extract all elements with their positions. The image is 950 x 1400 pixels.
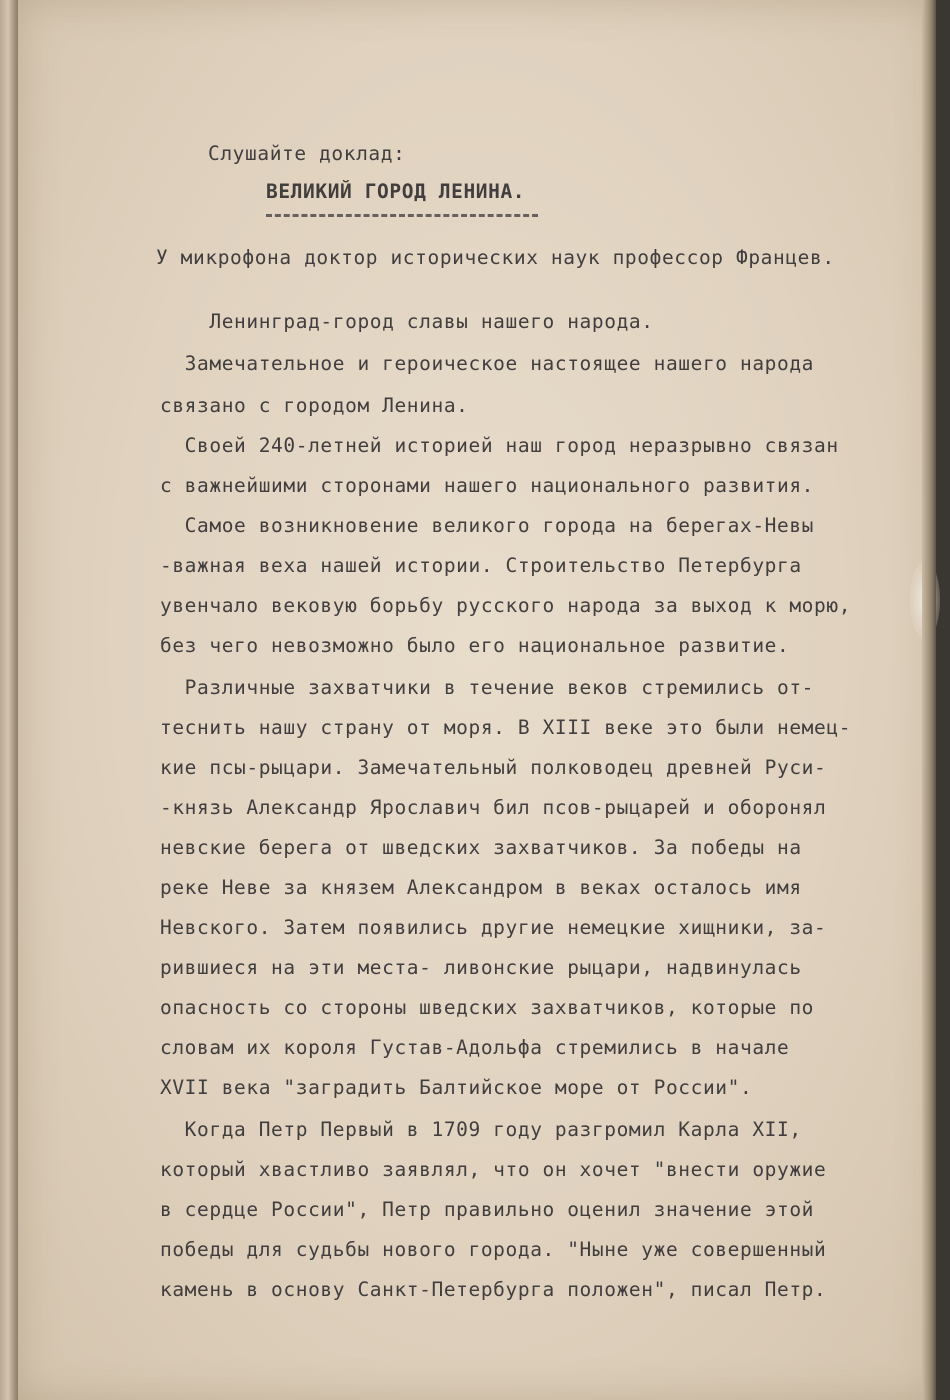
body-line: рившиеся на эти места- ливонские рыцари, надвинулась bbox=[160, 956, 802, 979]
body-line: Своей 240-летней историей наш город неразрывно связан bbox=[160, 434, 839, 457]
body-line: Когда Петр Первый в 1709 году разгромил Карла XII, bbox=[160, 1118, 802, 1141]
body-line: невские берега от шведских захватчиков. За победы на bbox=[160, 836, 802, 859]
body-line: словам их короля Густав-Адольфа стремились в начале bbox=[160, 1036, 790, 1059]
body-line: Самое возникновение великого города на берегах-Невы bbox=[160, 514, 815, 537]
body-line: реке Неве за князем Александром в веках осталось имя bbox=[160, 876, 802, 899]
body-line: с важнейшими сторонами нашего национального развития. bbox=[160, 474, 815, 497]
announcement: Слушайте доклад: bbox=[208, 142, 406, 165]
document-title: ВЕЛИКИЙ ГОРОД ЛЕНИНА. bbox=[266, 180, 526, 203]
body-line: победы для судьбы нового города. "Ныне уже совершенный bbox=[160, 1238, 827, 1261]
body-line: связано с городом Ленина. bbox=[160, 394, 469, 417]
body-text bbox=[160, 310, 940, 1380]
speaker-line: У микрофона доктор исторических наук профессор Францев. bbox=[156, 246, 835, 269]
typewritten-page bbox=[18, 0, 936, 1400]
body-line: Замечательное и героическое настоящее нашего народа bbox=[160, 352, 815, 375]
body-line: без чего невозможно было его национальное развитие. bbox=[160, 634, 790, 657]
body-line: Невского. Затем появились другие немецкие хищники, за- bbox=[160, 916, 827, 939]
body-line: теснить нашу страну от моря. В XIII веке это были немец- bbox=[160, 716, 852, 739]
body-line: Различные захватчики в течение веков стремились от- bbox=[160, 676, 815, 699]
body-line: который хвастливо заявлял, что он хочет "внести оружие bbox=[160, 1158, 827, 1181]
body-line: кие псы-рыцари. Замечательный полководец древней Руси- bbox=[160, 756, 827, 779]
body-line: -князь Александр Ярославич бил псов-рыцарей и оборонял bbox=[160, 796, 827, 819]
body-line: камень в основу Санкт-Петербурга положен", писал Петр. bbox=[160, 1278, 827, 1301]
body-line: в сердце России", Петр правильно оценил значение этой bbox=[160, 1198, 815, 1221]
body-line: Ленинград-город славы нашего народа. bbox=[160, 310, 654, 333]
body-line: XVII века "заградить Балтийское море от России". bbox=[160, 1076, 753, 1099]
body-line: опасность со стороны шведских захватчиков, которые по bbox=[160, 996, 815, 1019]
title-underline bbox=[266, 214, 538, 217]
body-line: увенчало вековую борьбу русского народа за выход к морю, bbox=[160, 594, 852, 617]
body-line: -важная веха нашей истории. Строительство Петербурга bbox=[160, 554, 802, 577]
